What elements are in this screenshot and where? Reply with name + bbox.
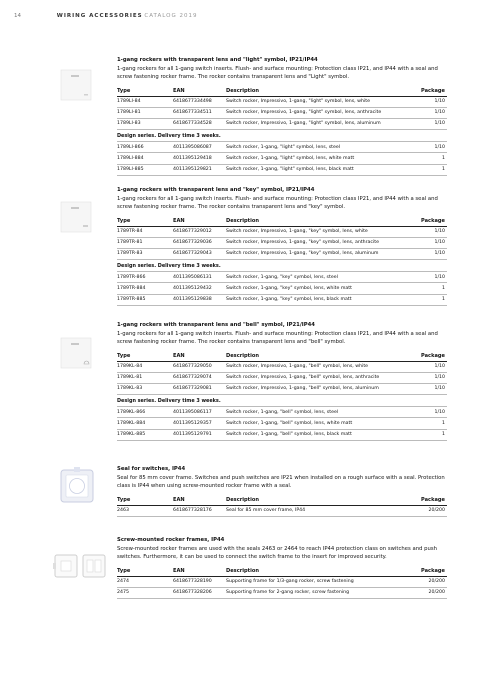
cell-type: 1789KL-83 xyxy=(117,383,173,394)
cell-ean: 6418677328206 xyxy=(173,587,226,598)
table-row xyxy=(117,272,447,283)
cell-ean: 4011395129432 xyxy=(173,283,226,294)
cell-description: Switch rocker, 1-gang, "light" symbol, lens, white matt xyxy=(226,153,416,164)
table-row xyxy=(117,226,447,237)
cell-description: Seal for 85 mm cover frame, IP44 xyxy=(226,505,416,516)
cell-package: 1/10 xyxy=(416,96,447,107)
cell-ean: 6418677329043 xyxy=(173,248,226,259)
table-row xyxy=(117,96,447,107)
table-row xyxy=(117,164,447,175)
section-rocker-frames xyxy=(117,537,447,599)
col-type: Type xyxy=(117,217,173,226)
cell-type: 2463 xyxy=(117,505,173,516)
cell-description: Switch rocker, Impressivo, 1-gang, "bell" symbol, lens, anthracite xyxy=(226,372,416,383)
cell-description: Supporting frame for 1/3-gang rocker, screw fastening xyxy=(226,576,416,587)
cell-package: 1/10 xyxy=(416,361,447,372)
product-table xyxy=(117,567,447,599)
catalog-year: CATALOG 2019 xyxy=(144,13,198,19)
cell-ean: 6418677329081 xyxy=(173,383,226,394)
design-series-row xyxy=(117,130,447,142)
cell-type: 2474 xyxy=(117,576,173,587)
table-row xyxy=(117,107,447,118)
table-row xyxy=(117,383,447,394)
cell-type: 1789KL-884 xyxy=(117,418,173,429)
cell-description: Switch rocker, Impressivo, 1-gang, "bell" symbol, lens, aluminum xyxy=(226,383,416,394)
bell-rocker-image xyxy=(60,337,92,369)
lens-icon xyxy=(71,75,79,77)
table-row xyxy=(117,283,447,294)
table-row xyxy=(117,142,447,153)
table-header xyxy=(117,87,447,96)
section-description: Screw-mounted rocker frames are used with the seals 2463 or 2464 to reach IP44 protection class on switches and push switches. Furthermore, it can be used to connect the switch frame to the insert for improved security. xyxy=(117,546,437,560)
section-title: 1-gang rockers with transparent lens and "bell" symbol, IP21/IP44 xyxy=(117,322,315,328)
seal-image xyxy=(58,466,96,506)
table-row xyxy=(117,237,447,248)
cell-ean: 6418677328190 xyxy=(173,576,226,587)
cell-type: 1789TR-84 xyxy=(117,226,173,237)
cell-description: Switch rocker, 1-gang, "bell" symbol, lens, black matt xyxy=(226,429,416,440)
cell-description: Switch rocker, Impressivo, 1-gang, "key" symbol, lens, anthracite xyxy=(226,237,416,248)
col-description: Description xyxy=(226,567,416,576)
product-table xyxy=(117,496,447,517)
cell-type: 1789LI-885 xyxy=(117,164,173,175)
cell-ean: 6418677329012 xyxy=(173,226,226,237)
cell-type: 2475 xyxy=(117,587,173,598)
col-description: Description xyxy=(226,87,416,96)
cell-description: Switch rocker, Impressivo, 1-gang, "bell" symbol, lens, white xyxy=(226,361,416,372)
cell-description: Switch rocker, 1-gang, "light" symbol, lens, steel xyxy=(226,142,416,153)
cell-description: Switch rocker, Impressivo, 1-gang, "key" symbol, lens, white xyxy=(226,226,416,237)
cell-description: Switch rocker, Impressivo, 1-gang, "key" symbol, lens, aluminum xyxy=(226,248,416,259)
col-package: Package xyxy=(416,352,447,361)
cell-type: 1789KL-84 xyxy=(117,361,173,372)
cell-ean: 4011395129821 xyxy=(173,164,226,175)
col-type: Type xyxy=(117,567,173,576)
table-row xyxy=(117,294,447,305)
cell-package: 1/10 xyxy=(416,372,447,383)
table-row xyxy=(117,407,447,418)
table-row xyxy=(117,118,447,129)
cell-ean: 4011395129791 xyxy=(173,429,226,440)
page-number: 14 xyxy=(14,13,21,19)
col-type: Type xyxy=(117,352,173,361)
table-row xyxy=(117,429,447,440)
cell-type: 1789KL-81 xyxy=(117,372,173,383)
section-light-rockers xyxy=(117,57,447,176)
cell-package: 1 xyxy=(416,153,447,164)
cell-package: 1 xyxy=(416,294,447,305)
cell-type: 1789TR-81 xyxy=(117,237,173,248)
cell-description: Switch rocker, Impressivo, 1-gang, "light" symbol, lens, aluminum xyxy=(226,118,416,129)
cell-description: Supporting frame for 2-gang rocker, screw fastening xyxy=(226,587,416,598)
cell-ean: 6418677328176 xyxy=(173,505,226,516)
cell-ean: 4011395129357 xyxy=(173,418,226,429)
section-title: Seal for switches, IP44 xyxy=(117,466,186,472)
cell-ean: 6418677329074 xyxy=(173,372,226,383)
cell-package: 1/10 xyxy=(416,383,447,394)
cell-package: 20/200 xyxy=(416,587,447,598)
cell-type: 1789TR-884 xyxy=(117,283,173,294)
col-package: Package xyxy=(416,87,447,96)
cell-description: Switch rocker, Impressivo, 1-gang, "light" symbol, lens, anthracite xyxy=(226,107,416,118)
table-header xyxy=(117,567,447,576)
table-row xyxy=(117,372,447,383)
light-rocker-image xyxy=(60,69,92,101)
col-type: Type xyxy=(117,87,173,96)
table-row xyxy=(117,361,447,372)
catalog-name: WIRING ACCESSORIES xyxy=(56,13,143,19)
col-package: Package xyxy=(416,567,447,576)
product-table xyxy=(117,217,447,306)
cell-package: 1/10 xyxy=(416,107,447,118)
cell-type: 1789KL-866 xyxy=(117,407,173,418)
cell-description: Switch rocker, 1-gang, "bell" symbol, lens, white matt xyxy=(226,418,416,429)
table-row xyxy=(117,505,447,516)
table-row xyxy=(117,418,447,429)
cell-ean: 4011395129838 xyxy=(173,294,226,305)
cell-type: 1789KL-885 xyxy=(117,429,173,440)
design-series-label: Design series. Delivery time 3 weeks. xyxy=(117,395,447,407)
design-series-label: Design series. Delivery time 3 weeks. xyxy=(117,130,447,142)
table-row xyxy=(117,576,447,587)
product-table xyxy=(117,87,447,176)
cell-package: 1/10 xyxy=(416,237,447,248)
cell-description: Switch rocker, 1-gang, "key" symbol, lens, white matt xyxy=(226,283,416,294)
cell-description: Switch rocker, 1-gang, "bell" symbol, lens, steel xyxy=(226,407,416,418)
cell-ean: 4011395129418 xyxy=(173,153,226,164)
cell-package: 20/200 xyxy=(416,505,447,516)
section-description: 1-gang rockers for all 1-gang switch inserts. Flush- and surface mounting: Protection class IP21, and IP44 with a seal and screw fastening rocker frame. The rocker contains transparent lens and "key" symbol. xyxy=(117,196,438,210)
table-row xyxy=(117,587,447,598)
section-title: 1-gang rockers with transparent lens and "light" symbol, IP21/IP44 xyxy=(117,57,318,63)
col-package: Package xyxy=(416,496,447,505)
col-ean: EAN xyxy=(173,352,226,361)
cell-ean: 4011395086087 xyxy=(173,142,226,153)
section-title: 1-gang rockers with transparent lens and "key" symbol, IP21/IP44 xyxy=(117,187,315,193)
cell-type: 1789LI-884 xyxy=(117,153,173,164)
cell-ean: 6418677329050 xyxy=(173,361,226,372)
cell-package: 1 xyxy=(416,283,447,294)
rocker-frames-image xyxy=(52,551,108,583)
cell-type: 1789LI-83 xyxy=(117,118,173,129)
section-description: 1-gang rockers for all 1-gang switch inserts. Flush- and surface mounting: Protection class IP21, and IP44 with a seal and screw fastening rocker frame. The rocker contains transparent lens and "Light" symbol. xyxy=(117,66,438,80)
cell-type: 1789TR-83 xyxy=(117,248,173,259)
table-row xyxy=(117,153,447,164)
section-title: Screw-mounted rocker frames, IP44 xyxy=(117,537,225,543)
cell-description: Switch rocker, Impressivo, 1-gang, "light" symbol, lens, white xyxy=(226,96,416,107)
col-package: Package xyxy=(416,217,447,226)
cell-description: Switch rocker, 1-gang, "key" symbol, lens, black matt xyxy=(226,294,416,305)
cell-package: 1 xyxy=(416,429,447,440)
table-header xyxy=(117,496,447,505)
cell-ean: 6418677334528 xyxy=(173,118,226,129)
cell-package: 1/10 xyxy=(416,248,447,259)
cell-package: 1/10 xyxy=(416,272,447,283)
key-rocker-image xyxy=(60,201,92,233)
col-ean: EAN xyxy=(173,87,226,96)
cell-type: 1789LI-81 xyxy=(117,107,173,118)
section-seal xyxy=(117,466,447,517)
col-ean: EAN xyxy=(173,496,226,505)
col-description: Description xyxy=(226,496,416,505)
section-description: Seal for 85 mm cover frame. Switches and push switches are IP21 when installed on a rough surface with a seal. Protection class is IP44 when using screw-mounted rocker frame with a seal. xyxy=(117,475,445,489)
page-header xyxy=(14,13,197,19)
design-series-row xyxy=(117,395,447,407)
cell-description: Switch rocker, 1-gang, "key" symbol, lens, steel xyxy=(226,272,416,283)
table-header xyxy=(117,352,447,361)
col-ean: EAN xyxy=(173,567,226,576)
table-header xyxy=(117,217,447,226)
section-key-rockers xyxy=(117,187,447,306)
col-ean: EAN xyxy=(173,217,226,226)
col-description: Description xyxy=(226,217,416,226)
cell-type: 1789LI-866 xyxy=(117,142,173,153)
cell-ean: 4011395086131 xyxy=(173,272,226,283)
table-row xyxy=(117,248,447,259)
cell-ean: 6418677334498 xyxy=(173,96,226,107)
cell-type: 1789LI-84 xyxy=(117,96,173,107)
cell-type: 1789TR-885 xyxy=(117,294,173,305)
cell-ean: 4011395086117 xyxy=(173,407,226,418)
col-description: Description xyxy=(226,352,416,361)
cell-description: Switch rocker, 1-gang, "light" symbol, lens, black matt xyxy=(226,164,416,175)
cell-ean: 6418677329036 xyxy=(173,237,226,248)
cell-ean: 6418677334511 xyxy=(173,107,226,118)
cell-package: 1/10 xyxy=(416,226,447,237)
product-table xyxy=(117,352,447,441)
col-type: Type xyxy=(117,496,173,505)
section-description: 1-gang rockers for all 1-gang switch inserts. Flush- and surface mounting: Protection class IP21, and IP44 with a seal and screw fastening rocker frame. The rocker contains transparent lens and "bell" symbol. xyxy=(117,331,438,345)
cell-package: 1 xyxy=(416,418,447,429)
design-series-row xyxy=(117,260,447,272)
cell-package: 1/10 xyxy=(416,118,447,129)
cell-package: 1 xyxy=(416,164,447,175)
cell-package: 20/200 xyxy=(416,576,447,587)
cell-type: 1789TR-866 xyxy=(117,272,173,283)
key-symbol-icon xyxy=(83,225,88,227)
cell-package: 1/10 xyxy=(416,407,447,418)
cell-package: 1/10 xyxy=(416,142,447,153)
section-bell-rockers xyxy=(117,322,447,441)
design-series-label: Design series. Delivery time 3 weeks. xyxy=(117,260,447,272)
